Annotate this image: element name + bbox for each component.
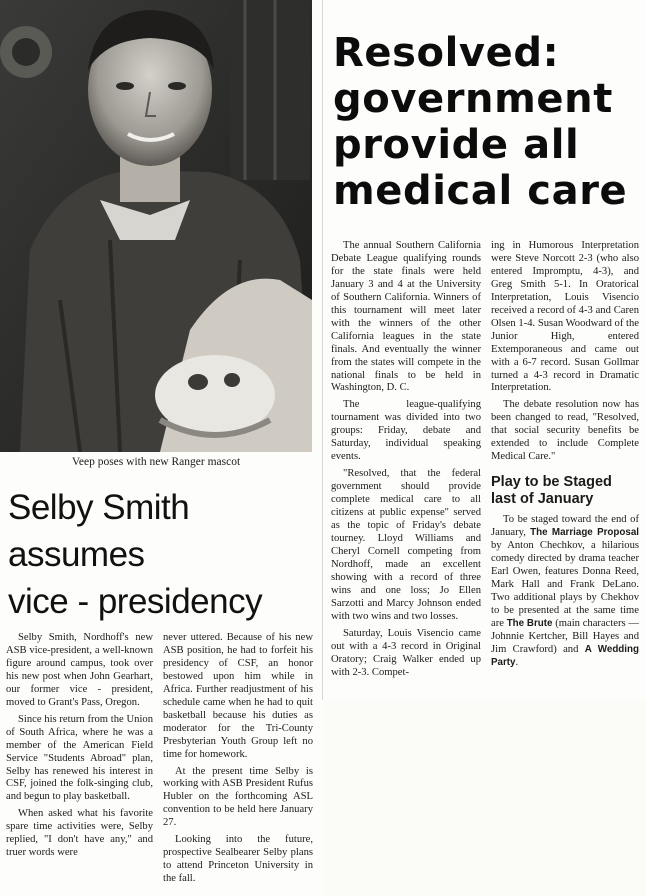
right-clipping (322, 0, 646, 700)
play-headline: Play to be Staged last of January (491, 474, 612, 508)
play-title: The Brute (506, 617, 553, 629)
paragraph: "Resolved, that the federal government should provide complete medical care to all citizens at public expense" served as the topic of Friday's debate tourney. Lloyd Williams and Cheryl Cornell competing from Nordhoff, made an excellent showing with a record of three wins and one loss; Jo Ellen Sarzotti and Marcy Johnson ended with two wins and two losses. (331, 468, 481, 622)
debate-article-column-2 (491, 240, 639, 674)
left-headline-line-2: assumes (8, 535, 145, 574)
text: To be staged toward the end of January, (491, 514, 639, 539)
paragraph: Selby Smith, Nordhoff's new ASB vice-president, a well-known figure around campus, took over his new post when John Gearhart, our former vice - president, moved to Grant's Pass, Oregon. (6, 632, 153, 708)
text: by Anton Chechkov, a hilarious comedy directed by drama teacher Earl Owen, features Donna Reed, Mark Hall and Frank DeLano. Two additional plays by Chekhov to be presented at the same time are (491, 540, 639, 629)
left-headline (8, 484, 308, 625)
paragraph: The league-qualifying tournament was divided into two groups: Friday, debate and Saturday, individual speaking events. (331, 399, 481, 463)
play-paragraph (491, 514, 639, 669)
photo-caption: Veep poses with new Ranger mascot (71, 456, 241, 468)
play-title: The Marriage Proposal (530, 527, 639, 539)
text: . (515, 656, 519, 668)
paragraph: The annual Southern California Debate League qualifying rounds for the state finals were held January 3 and 4 at the University of Southern California. Winners of this tournament will meet later with the winners of the other California leagues in the state finals. And eventually the winner from the states will compete in the national finals to be held in Washington, D. C. (331, 240, 481, 394)
debate-article-column-1 (331, 240, 481, 683)
paragraph: The debate resolution now has been changed to read, "Resolved, that social security benefits be extended to include Complete Medical Care." (491, 399, 639, 463)
left-headline-line-1: Selby Smith (8, 488, 190, 527)
left-article-column-2 (163, 632, 313, 890)
photo-illustration (0, 0, 312, 452)
right-headline-line-4: medical care (333, 168, 628, 214)
paragraph: Looking into the future, prospective Sealbearer Selby plans to attend Princeton University in the fall. (163, 834, 313, 885)
paragraph: ing in Humorous Interpretation were Steve Norcott 2-3 (who also entered Impromptu, 4-3), and Greg Smith 5-1. In Oratorical Interpretation, Louis Visencio received a record of 4-3 and Caren Olsen 1-4. Susan Woodward of the Junior High, entered Extemporaneous and came out with a 6-7 record. Susan Gollmar turned a 4-3 record in Dramatic Interpretation. (491, 240, 639, 394)
portrait-photo (0, 0, 312, 452)
text: (main characters — Johnnie Kertcher, Bill Hayes and Jim Crawford) and (491, 617, 639, 655)
paragraph: Saturday, Louis Visencio came out with a 4-3 record in Original Oratory; Craig Walker ended up with 2-3. Compet- (331, 627, 481, 678)
left-headline-line-3: vice - presidency (8, 582, 263, 621)
left-article-column-1 (6, 632, 153, 864)
play-title: A Wedding Party (491, 643, 639, 668)
paragraph: At the present time Selby is working with ASB President Rufus Hubler on the forthcoming ASL convention to be held here January 27. (163, 765, 313, 829)
right-headline (333, 30, 638, 214)
paragraph: When asked what his favorite spare time activities were, Selby replied, "I don't have any," and truer words were (6, 808, 153, 859)
paragraph: never uttered. Because of his new ASB position, he had to forfeit his presidency of CSF, an honor bestowed upon him while in Africa. Further readjustment of his schedule came when he had to quit basketball because his duties as moderator for the Tri-County Presbyterian Youth Group left no time for homework. (163, 632, 313, 760)
right-headline-line-1: Resolved: (333, 30, 560, 76)
right-headline-line-3: provide all (333, 122, 580, 168)
paragraph: Since his return from the Union of South Africa, where he was a member of the American Field Service "Students Abroad" plan, Selby has renewed his interest in CSF, joined the folk-singing club, and begun to play basketball. (6, 713, 153, 803)
right-headline-line-2: government (333, 76, 613, 122)
